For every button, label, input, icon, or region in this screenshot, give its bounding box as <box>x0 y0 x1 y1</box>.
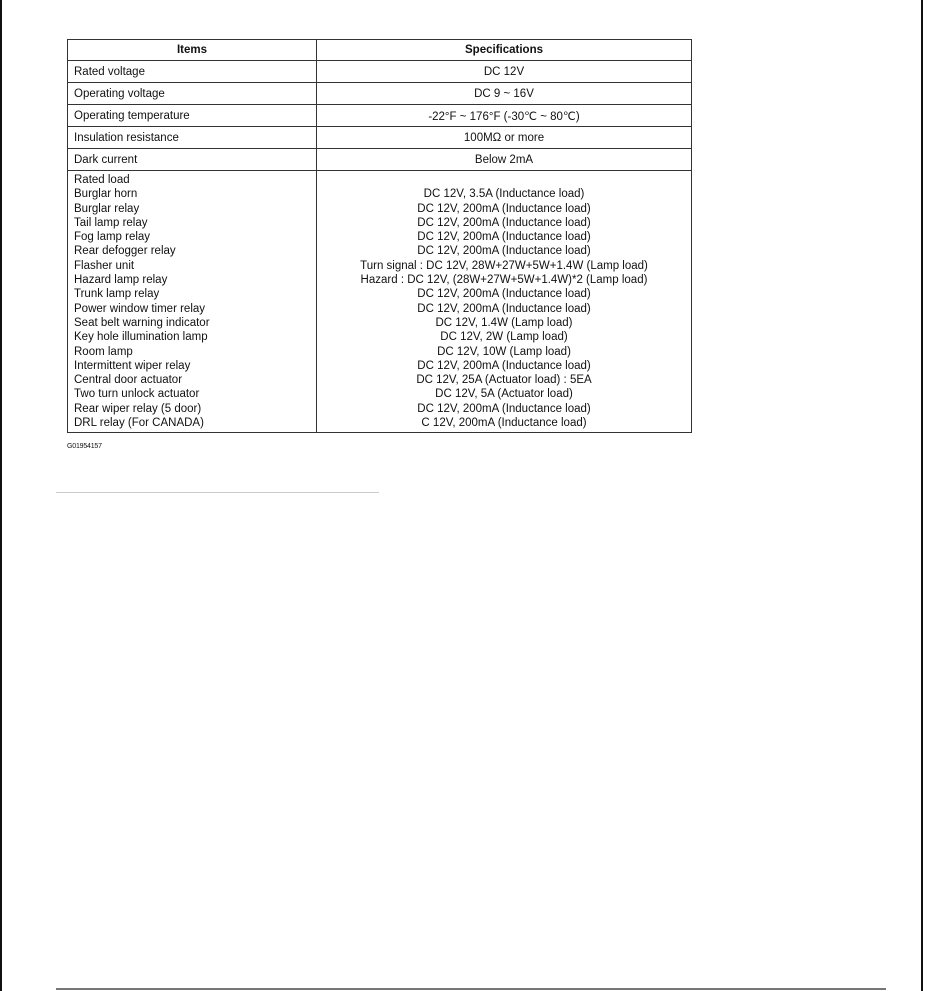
item-cell: Operating voltage <box>68 83 317 105</box>
page-border-left <box>0 0 2 991</box>
spec-cell: DC 12V <box>317 61 692 83</box>
header-specifications: Specifications <box>317 40 692 61</box>
rated-load-spec: DC 12V, 200mA (Inductance load) <box>417 288 591 301</box>
item-cell: Operating temperature <box>68 105 317 127</box>
rated-load-spec: DC 12V, 2W (Lamp load) <box>440 331 568 344</box>
page-border-right <box>921 0 923 991</box>
header-items: Items <box>68 40 317 61</box>
spec-cell: 100MΩ or more <box>317 127 692 149</box>
rated-load-spec: DC 12V, 200mA (Inductance load) <box>417 245 591 258</box>
spec-cell: Below 2mA <box>317 149 692 171</box>
rated-load-title: Rated load <box>74 174 130 186</box>
rated-load-specs <box>317 171 692 433</box>
rated-load-items <box>68 171 317 433</box>
rated-load-item: Intermittent wiper relay <box>74 359 191 372</box>
rated-load-spec: DC 12V, 200mA (Inductance load) <box>417 359 591 372</box>
rated-load-item: Hazard lamp relay <box>74 274 168 287</box>
rated-load-item: Burglar horn <box>74 188 138 201</box>
table-row <box>68 127 692 149</box>
rated-load-item: Seat belt warning indicator <box>74 316 210 329</box>
rated-load-spec: DC 12V, 25A (Actuator load) : 5EA <box>416 374 592 387</box>
rated-load-item: Two turn unlock actuator <box>74 388 200 401</box>
rated-load-row <box>68 171 692 433</box>
rated-load-spec: Turn signal : DC 12V, 28W+27W+5W+1.4W (Lamp load) <box>360 259 648 272</box>
figure-id: G01954157 <box>67 443 102 450</box>
rated-load-item: Rear wiper relay (5 door) <box>74 402 202 415</box>
table-header-row <box>68 40 692 61</box>
rated-load-spec: DC 12V, 1.4W (Lamp load) <box>435 316 573 329</box>
rated-load-item: Central door actuator <box>74 374 183 387</box>
rated-load-item: Key hole illumination lamp <box>74 331 208 344</box>
footer-divider <box>56 988 886 990</box>
rated-load-item: Power window timer relay <box>74 302 206 315</box>
spec-cell: DC 9 ~ 16V <box>317 83 692 105</box>
rated-load-item: Burglar relay <box>74 202 140 215</box>
rated-load-spec: DC 12V, 10W (Lamp load) <box>437 345 571 358</box>
rated-load-item: Flasher unit <box>74 259 135 272</box>
item-cell: Rated voltage <box>68 61 317 83</box>
table-row <box>68 105 692 127</box>
rated-load-item: DRL relay (For CANADA) <box>74 417 204 430</box>
rated-load-spec: DC 12V, 200mA (Inductance load) <box>417 202 591 215</box>
rated-load-spec: DC 12V, 200mA (Inductance load) <box>417 402 591 415</box>
rated-load-item: Fog lamp relay <box>74 231 151 244</box>
divider <box>56 492 379 493</box>
item-cell: Dark current <box>68 149 317 171</box>
item-cell: Insulation resistance <box>68 127 317 149</box>
rated-load-item: Trunk lamp relay <box>74 288 160 301</box>
rated-load-spec: DC 12V, 3.5A (Inductance load) <box>423 188 585 201</box>
rated-load-spec: Hazard : DC 12V, (28W+27W+5W+1.4W)*2 (Lamp load) <box>360 274 648 287</box>
table-row <box>68 149 692 171</box>
rated-load-spec: C 12V, 200mA (Inductance load) <box>421 417 587 430</box>
rated-load-item: Rear defogger relay <box>74 245 176 258</box>
table-row <box>68 83 692 105</box>
rated-load-spec: DC 12V, 200mA (Inductance load) <box>417 231 591 244</box>
rated-load-item: Room lamp <box>74 345 133 358</box>
spec-cell: -22°F ~ 176°F (-30℃ ~ 80℃) <box>317 105 692 127</box>
rated-load-spec: DC 12V, 200mA (Inductance load) <box>417 216 591 229</box>
rated-load-spec: DC 12V, 200mA (Inductance load) <box>417 302 591 315</box>
rated-load-spec: DC 12V, 5A (Actuator load) <box>435 388 573 401</box>
rated-load-item: Tail lamp relay <box>74 216 148 229</box>
table-row <box>68 61 692 83</box>
specifications-table <box>67 39 692 433</box>
